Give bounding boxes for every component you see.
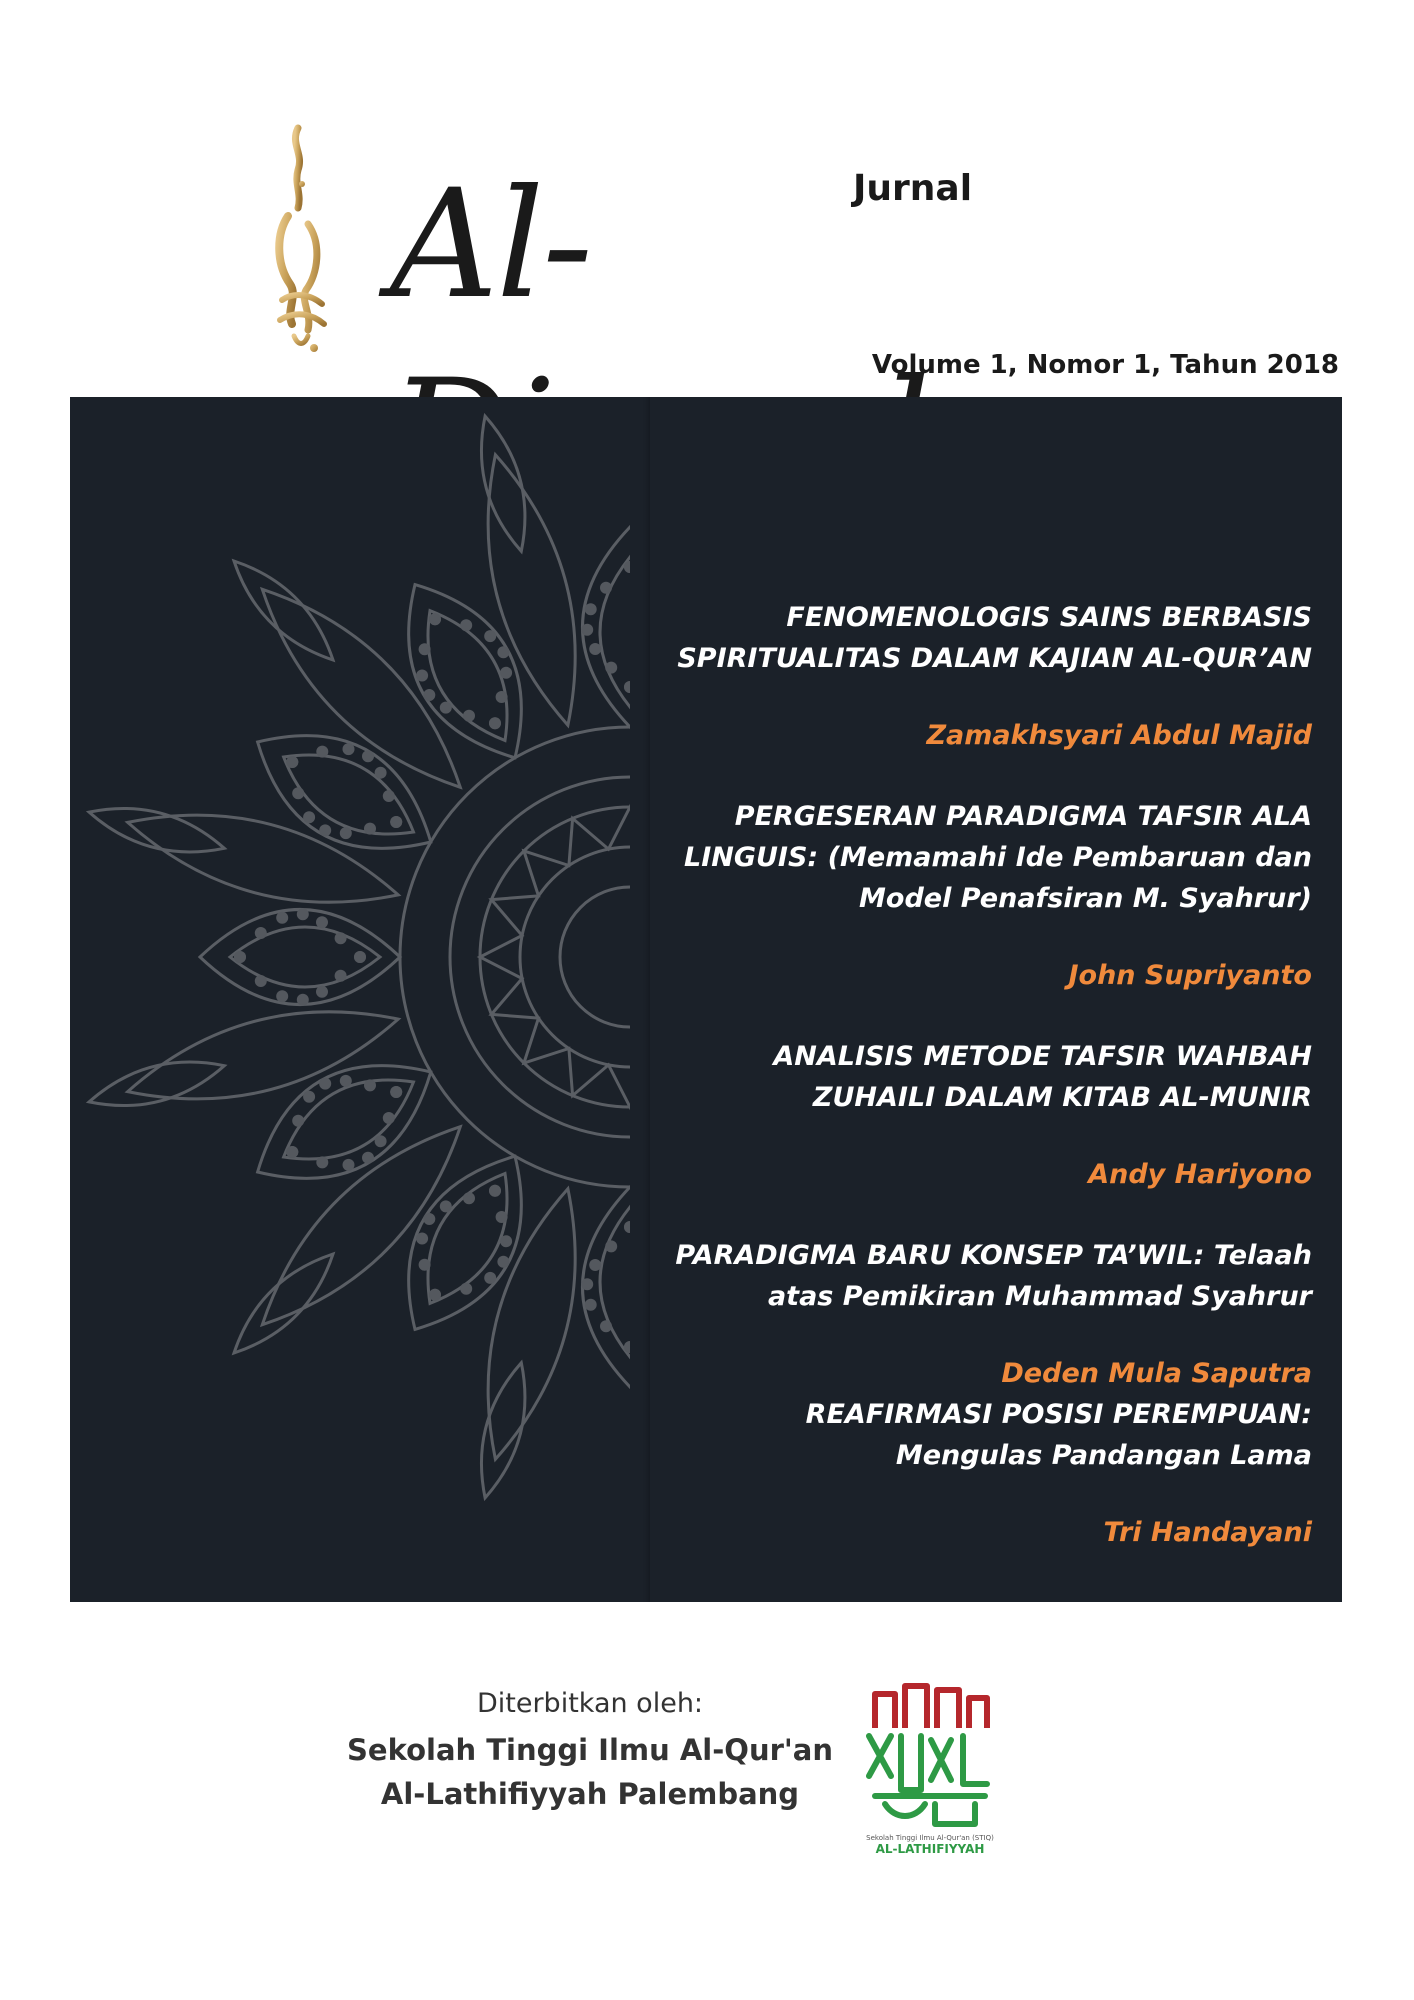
- article-title-line: atas Pemikiran Muhammad Syahrur: [767, 1281, 1312, 1312]
- logo-caption: AL-LATHIFIYYAH: [875, 1842, 985, 1856]
- article-list: [612, 597, 1312, 1553]
- svg-text:Sekolah Tinggi Ilmu Al-Qur'an: Sekolah Tinggi Ilmu Al-Qur'an (STIQ): [866, 1834, 994, 1842]
- article-author: Deden Mula Saputra: [1001, 1358, 1312, 1389]
- article-title-line: LINGUIS: (Memamahi Ide Pembaruan dan: [683, 842, 1312, 873]
- institution-logo-icon: [855, 1680, 1005, 1858]
- publisher-name-line: Al-Lathifiyyah Palembang: [380, 1777, 800, 1811]
- publisher-block: [0, 1680, 1414, 1880]
- article-title-line: Model Penafsiran M. Syahrur): [859, 883, 1312, 914]
- article-author: Zamakhsyari Abdul Majid: [926, 720, 1312, 751]
- article-5: [612, 1394, 1312, 1553]
- journal-label: Jurnal: [853, 168, 973, 209]
- article-title-line: ANALISIS METODE TAFSIR WAHBAH: [773, 1041, 1312, 1072]
- publisher-name: [320, 1728, 860, 1816]
- cover-panel: [70, 397, 1342, 1602]
- journal-title: Al-: [390, 158, 591, 332]
- calligraphy-logo-icon: [268, 124, 334, 354]
- article-title-line: FENOMENOLOGIS SAINS BERBASIS: [786, 602, 1312, 633]
- article-title-line: ZUHAILI DALAM KITAB AL-MUNIR: [812, 1082, 1312, 1113]
- article-4: [612, 1235, 1312, 1394]
- article-title-line: REAFIRMASI POSISI PEREMPUAN:: [805, 1399, 1312, 1430]
- article-title-line: PERGESERAN PARADIGMA TAFSIR ALA: [734, 801, 1312, 832]
- article-3: [612, 1036, 1312, 1195]
- article-author: Andy Hariyono: [1088, 1159, 1312, 1190]
- article-author: Tri Handayani: [1103, 1517, 1312, 1548]
- masthead: [0, 0, 1414, 390]
- article-2: [612, 796, 1312, 996]
- article-author: John Supriyanto: [1068, 960, 1312, 991]
- article-title-line: PARADIGMA BARU KONSEP TA’WIL: Telaah: [675, 1240, 1312, 1271]
- article-title-line: SPIRITUALITAS DALAM KAJIAN AL-QUR’AN: [677, 643, 1312, 674]
- publisher-name-line: Sekolah Tinggi Ilmu Al-Qur'an: [347, 1733, 833, 1767]
- article-title-line: Mengulas Pandangan Lama: [895, 1440, 1312, 1471]
- volume-info: Volume 1, Nomor 1, Tahun 2018: [871, 350, 1339, 380]
- publisher-label: Diterbitkan oleh:: [476, 1688, 704, 1719]
- article-1: [612, 597, 1312, 756]
